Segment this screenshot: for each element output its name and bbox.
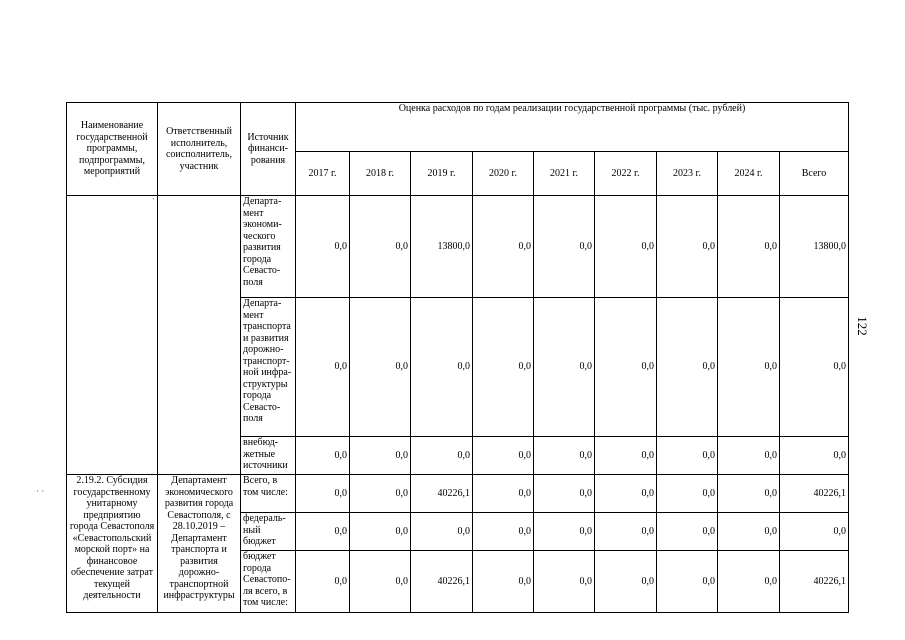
source-cell: Департа-мент экономи-ческого развития города Севасто-поля (241, 196, 296, 298)
value-cell: 0,0 (411, 513, 473, 551)
total-cell: 0,0 (780, 437, 849, 475)
source-cell: внебюд-жетные источники (241, 437, 296, 475)
source-cell: федераль-ный бюджет (241, 513, 296, 551)
value-cell: 0,0 (657, 437, 718, 475)
value-cell: 0,0 (595, 551, 657, 613)
header-year: 2024 г. (718, 152, 780, 196)
responsible-cell: Департамент экономического развития города Севастополя, с 28.10.2019 – Департамент транспорта и развития дорожно-транспортной инфраструктуры (158, 475, 241, 613)
table-row (67, 475, 849, 513)
value-cell: 0,0 (350, 437, 411, 475)
value-cell: 0,0 (473, 437, 534, 475)
value-cell: 0,0 (718, 475, 780, 513)
value-cell: 0,0 (350, 298, 411, 437)
value-cell: 0,0 (718, 196, 780, 298)
value-cell: 0,0 (534, 551, 595, 613)
value-cell: 0,0 (718, 298, 780, 437)
header-source: Источник финанси-рования (241, 103, 296, 196)
value-cell: 0,0 (534, 475, 595, 513)
value-cell: 0,0 (296, 298, 350, 437)
value-cell: 0,0 (657, 475, 718, 513)
value-cell: 0,0 (595, 513, 657, 551)
total-cell: 0,0 (780, 298, 849, 437)
name-cell-empty (67, 196, 158, 475)
value-cell: 0,0 (411, 298, 473, 437)
value-cell: 40226,1 (411, 475, 473, 513)
value-cell: 0,0 (296, 437, 350, 475)
value-cell: 0,0 (718, 513, 780, 551)
value-cell: 0,0 (595, 437, 657, 475)
value-cell: 0,0 (534, 196, 595, 298)
value-cell: 13800,0 (411, 196, 473, 298)
source-cell: Всего, в том числе: (241, 475, 296, 513)
header-row-top (67, 103, 849, 152)
value-cell: 0,0 (657, 196, 718, 298)
budget-table (66, 102, 849, 613)
value-cell: 0,0 (350, 475, 411, 513)
value-cell: 0,0 (718, 437, 780, 475)
value-cell: 0,0 (473, 298, 534, 437)
header-year: 2019 г. (411, 152, 473, 196)
value-cell: 0,0 (296, 196, 350, 298)
header-year: 2020 г. (473, 152, 534, 196)
value-cell: 0,0 (411, 437, 473, 475)
total-cell: 0,0 (780, 513, 849, 551)
measure-name-cell: 2.19.2. Субсидия государственному унитарному предприятию города Севастополя «Севастопольский морской порт» на финансовое обеспечение затрат текущей деятельности (67, 475, 158, 613)
value-cell: 0,0 (657, 298, 718, 437)
responsible-cell-empty (158, 196, 241, 475)
value-cell: 0,0 (296, 551, 350, 613)
header-responsible: Ответственный исполнитель, соисполнитель, участник (158, 103, 241, 196)
value-cell: 0,0 (534, 513, 595, 551)
value-cell: 0,0 (350, 196, 411, 298)
value-cell: 0,0 (595, 196, 657, 298)
value-cell: 0,0 (350, 513, 411, 551)
value-cell: 0,0 (534, 437, 595, 475)
value-cell: 0,0 (534, 298, 595, 437)
value-cell: 0,0 (473, 551, 534, 613)
header-estimate-title: Оценка расходов по годам реализации государственной программы (тыс. рублей) (296, 103, 849, 152)
source-cell: бюджет города Севастопо-ля всего, в том числе: (241, 551, 296, 613)
value-cell: 0,0 (350, 551, 411, 613)
header-year: 2021 г. (534, 152, 595, 196)
header-total: Всего (780, 152, 849, 196)
header-year: 2017 г. (296, 152, 350, 196)
header-name: Наименование государственной программы, подпрограммы, мероприятий (67, 103, 158, 196)
scan-artifact-tick: ` (152, 197, 155, 206)
value-cell: 0,0 (473, 513, 534, 551)
total-cell: 40226,1 (780, 551, 849, 613)
table-row (67, 196, 849, 298)
header-year: 2018 г. (350, 152, 411, 196)
source-cell: Департа-мент транспорта и развития дорожно-транспорт-ной инфра-структуры города Севасто-поля (241, 298, 296, 437)
value-cell: 0,0 (718, 551, 780, 613)
value-cell: 0,0 (657, 551, 718, 613)
value-cell: 0,0 (657, 513, 718, 551)
value-cell: 0,0 (473, 196, 534, 298)
scan-artifact: · · (36, 486, 45, 496)
value-cell: 0,0 (473, 475, 534, 513)
value-cell: 0,0 (296, 475, 350, 513)
value-cell: 40226,1 (411, 551, 473, 613)
value-cell: 0,0 (595, 298, 657, 437)
header-year: 2023 г. (657, 152, 718, 196)
header-year: 2022 г. (595, 152, 657, 196)
page-number: 122 (854, 316, 870, 336)
total-cell: 13800,0 (780, 196, 849, 298)
total-cell: 40226,1 (780, 475, 849, 513)
value-cell: 0,0 (595, 475, 657, 513)
value-cell: 0,0 (296, 513, 350, 551)
